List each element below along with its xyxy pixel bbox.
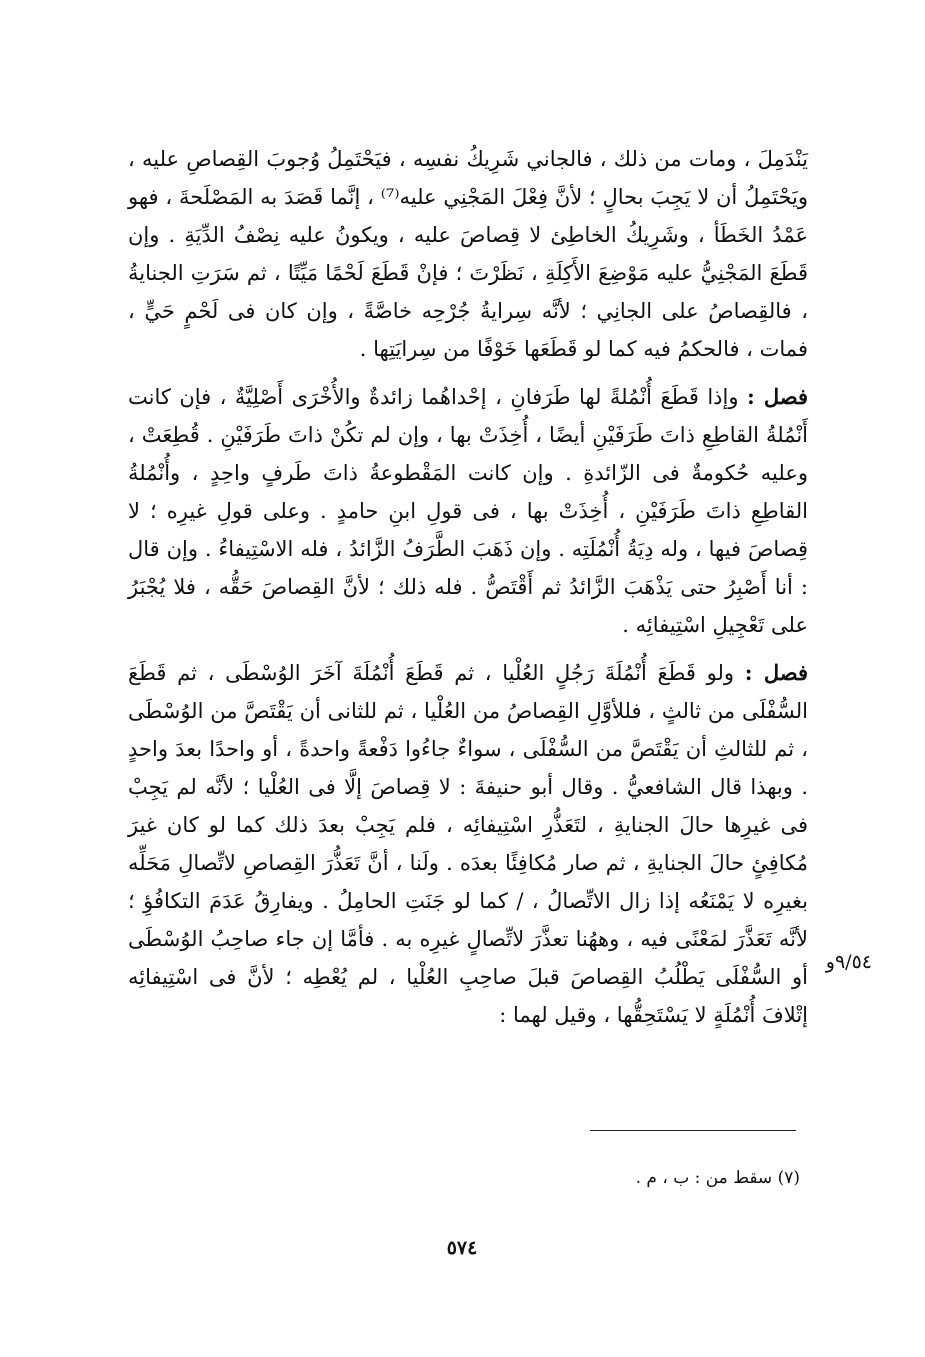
paragraph-2 (128, 378, 808, 644)
paragraph-lead: فصل : (744, 660, 808, 685)
paragraph-text: يَنْدَمِلَ ، ومات من ذلك ، فالجاني شَرِيكُ نفسِه ، فيَحْتَمِلُ وُجوبَ القِصاصِ عليه ، ويَحْتَمِلُ أن لا يَجِبَ بحالٍ ؛ لأنَّ فِعْلَ المَجْنِي عليه⁽⁷⁾ ، إنَّما قَصَدَ به المَصْلَحةَ ، فهو عَمْدُ الخَطَأ ، وشَرِيكُ الخاطِئ لا قِصاصَ عليه ، ويكونُ عليه نِصْفُ الدِّيَةِ . وإن قَطَعَ المَجْنِيُّ عليه مَوْضِعَ الأَكِلَةِ ، نَظَرْتَ ؛ فإنْ قَطَعَ لَحْمًا مَيِّتًا ، ثم سَرَتِ الجنايةُ ، فالقِصاصُ على الجانِي ؛ لأنَّه سِرايةُ جُرْحِه خاصَّةً ، وإن كان فى لَحْمٍ حَيٍّ ، فمات ، فالحكمُ فيه كما لو قَطَعَها خَوْفًا من سِرايَتِها . (128, 147, 809, 361)
footnote-divider (590, 1130, 796, 1131)
paragraph-3 (128, 654, 808, 1034)
main-text (128, 140, 808, 1044)
footnote: (٧) سقط من : ب ، م . (635, 1168, 800, 1188)
margin-manuscript-reference: ٩/٥٤و (825, 951, 872, 973)
paragraph-1 (128, 140, 808, 368)
page-number: ٥٧٤ (446, 1237, 478, 1259)
paragraph-text: ولو قَطَعَ أُنْمُلَةَ رَجُلٍ العُلْيا ، ثم قَطَعَ أُنْمُلَةَ آخَرَ الوُسْطَى ، ثم قَطَعَ السُّفْلَى من ثالثٍ ، فللأوَّلِ القِصاصُ من العُلْيا ، ثم للثانى أن يَقْتَصَّ من الوُسْطَى ، ثم للثالثِ أن يَقْتَصَّ من السُّفْلَى ، سواءٌ جاءُوا دَفْعةً واحدةً ، أو واحدًا بعدَ واحدٍ . وبهذا قال الشافعيُّ . وقال أبو حنيفةَ : لا قِصاصَ إلَّا فى العُلْيا ؛ لأنَّه لم يَجِبْ فى غيرِها حالَ الجنايةِ ، لتَعَذُّرِ اسْتِيفائِه ، فلم يَجِبْ بعدَ ذلك كما لو كان غيرَ مُكافِئٍ حالَ الجنايةِ ، ثم صار مُكافِئًا بعدَه . ولَنا ، أنَّ تَعَذُّرَ القِصاصِ لاتِّصالِ مَحَلِّه بغيرِه لا يَمْنَعُه إذا زال الاتِّصالُ ، / كما لو جَنَتِ الحامِلُ . ويفارِقُ عَدَمَ التكافُؤِ ؛ لأنَّه تَعَذَّرَ لمَعْنًى فيه ، وههُنا تعذَّرَ لاتِّصالٍ غيرِه به . فأمَّا إن جاء صاحِبُ الوُسْطَى أو السُّفْلَى يَطْلُبُ القِصاصَ قبلَ صاحِبِ العُلْيا ، لم يُعْطِه ؛ لأنَّ فى اسْتِيفائِه إتْلافَ أُنْمُلَةٍ لا يَسْتَحِقُّها ، وقيل لهما : (128, 661, 808, 1027)
paragraph-lead: فصل : (746, 384, 808, 409)
paragraph-text: وإذا قَطَعَ أُنْمُلةً لها طَرَفانِ ، إحْداهُما زائدةٌ والأُخْرَى أَصْلِيَّةٌ ، فإن كانت أَنْمُلةُ القاطِعِ ذاتَ طَرَفَيْنِ أيضًا ، أُخِذَتْ بها ، وإن لم تكُنْ ذاتَ طَرَفَيْنِ . قُطِعَتْ ، وعليه حُكومةٌ فى الزّائدةِ . وإن كانت المَقْطوعةُ ذاتَ طَرفٍ واحِدٍ ، وأُنْمُلةُ القاطِعِ ذاتَ طَرَفَيْنِ ، أُخِذَتْ بها ، فى قولِ ابنِ حامدٍ . وعلى قولِ غيرِه ؛ لا قِصاصَ فيها ، وله دِيَةُ أُنْمُلَتِه . وإن ذَهَبَ الطَّرَفُ الزَّائدُ ، فله الاسْتِيفاءُ . وإن قال : أنا أَصْبِرُ حتى يَذْهَبَ الزَّائدُ ثم أَقْتَصُّ . فله ذلك ؛ لأنَّ القِصاصَ حَقُّه ، فلا يُجْبَرُ على تَعْجِيلِ اسْتِيفائِه . (128, 385, 808, 637)
